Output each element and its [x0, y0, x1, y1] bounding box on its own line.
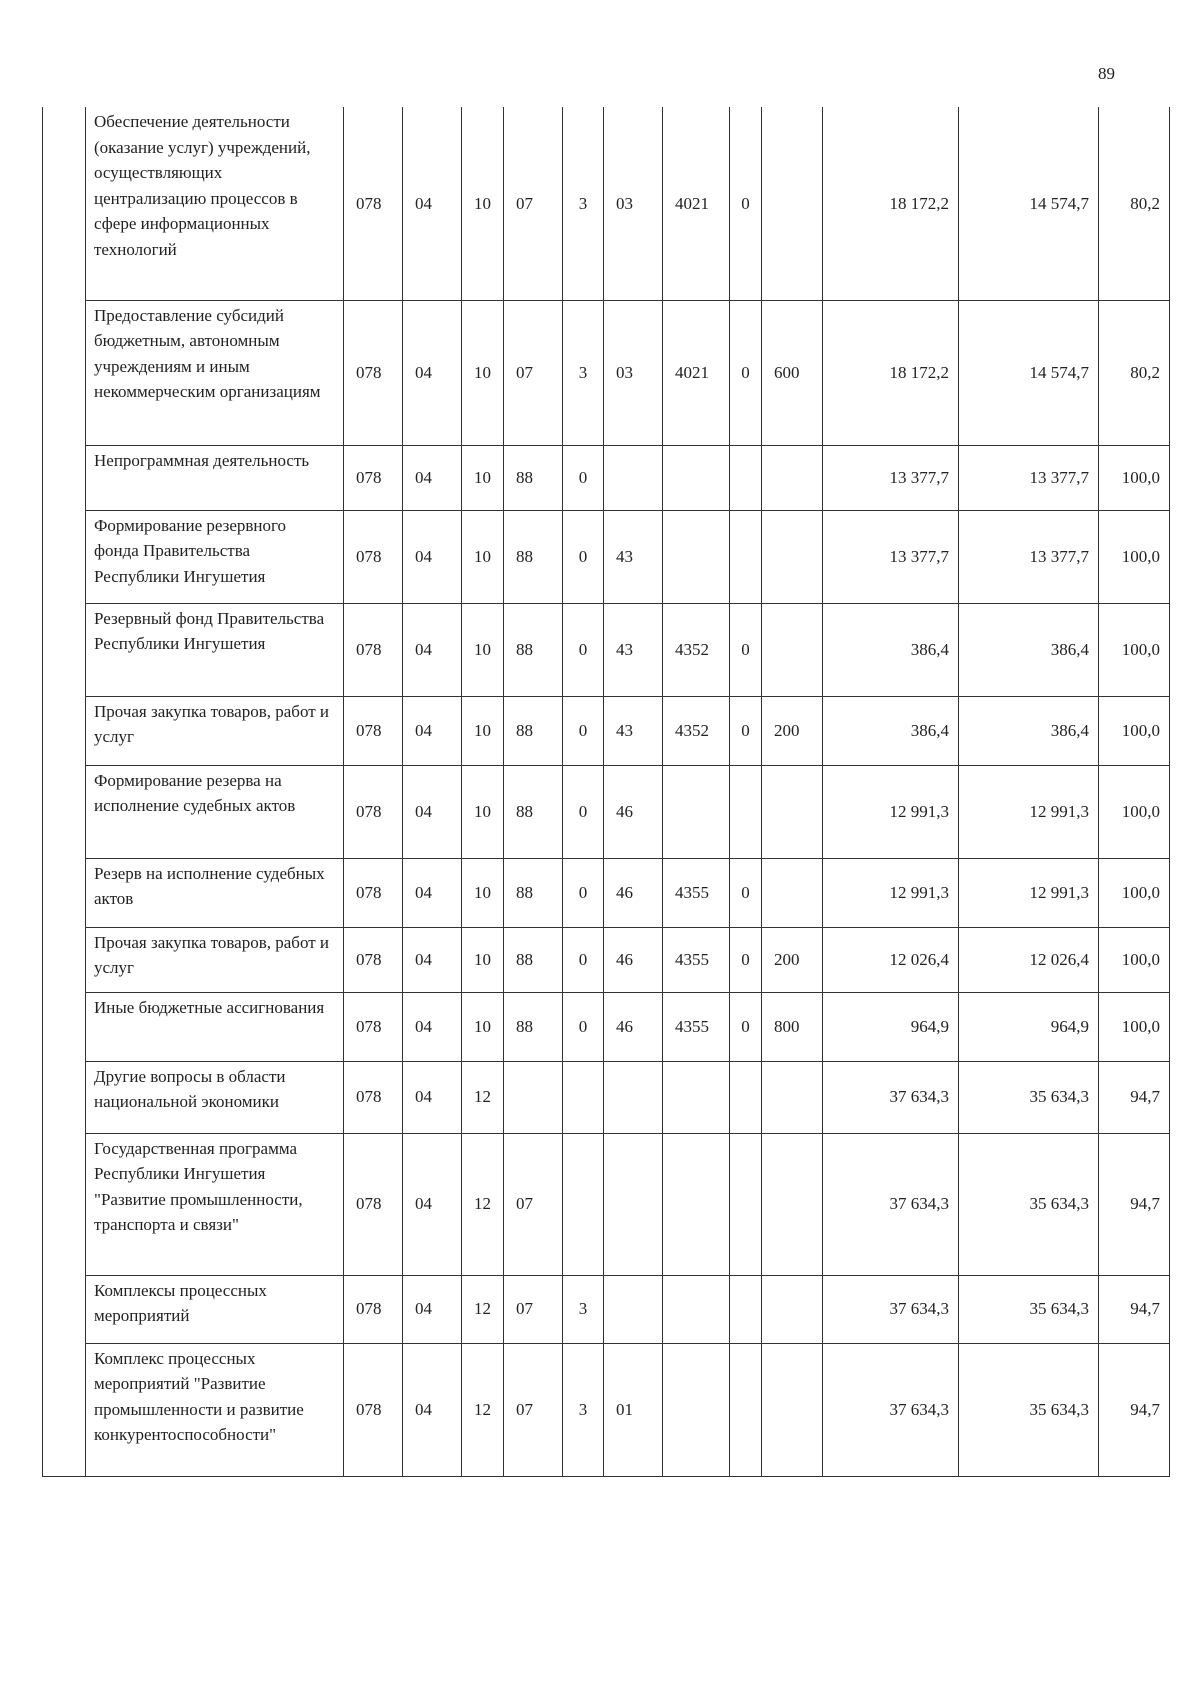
code-cell-6: 43	[604, 510, 663, 603]
executed-amount-cell: 12 026,4	[959, 927, 1099, 992]
code-cell-5	[563, 1061, 604, 1133]
code-cell-7: 4352	[663, 603, 730, 696]
row-name-cell: Другие вопросы в области национальной экономики	[86, 1061, 344, 1133]
code-cell-3: 10	[462, 300, 504, 445]
code-cell-6: 43	[604, 603, 663, 696]
code-cell-7: 4355	[663, 992, 730, 1061]
code-cell-2: 04	[403, 1061, 462, 1133]
code-cell-4: 07	[504, 107, 563, 300]
code-cell-3: 12	[462, 1133, 504, 1275]
executed-amount-cell: 12 991,3	[959, 765, 1099, 858]
planned-amount-cell: 13 377,7	[823, 510, 959, 603]
executed-amount-cell: 386,4	[959, 603, 1099, 696]
planned-amount-cell: 37 634,3	[823, 1343, 959, 1476]
percent-cell: 100,0	[1099, 603, 1170, 696]
code-cell-1: 078	[344, 765, 403, 858]
row-margin-cell	[43, 1061, 86, 1133]
code-cell-4: 88	[504, 696, 563, 765]
row-name-cell: Обеспечение деятельности (оказание услуг) учреждений, осуществляющих централизацию процессов в сфере информационных технологий	[86, 107, 344, 300]
percent-cell: 94,7	[1099, 1133, 1170, 1275]
code-cell-3: 10	[462, 603, 504, 696]
code-cell-8	[730, 1343, 762, 1476]
row-name-cell: Прочая закупка товаров, работ и услуг	[86, 696, 344, 765]
executed-amount-cell: 13 377,7	[959, 445, 1099, 510]
row-name-cell: Прочая закупка товаров, работ и услуг	[86, 927, 344, 992]
table-row	[43, 1061, 1170, 1133]
table-row	[43, 510, 1170, 603]
code-cell-1: 078	[344, 445, 403, 510]
table-row	[43, 1133, 1170, 1275]
code-cell-5: 0	[563, 992, 604, 1061]
code-cell-3: 12	[462, 1061, 504, 1133]
code-cell-9	[762, 1133, 823, 1275]
code-cell-8	[730, 510, 762, 603]
code-cell-6: 46	[604, 765, 663, 858]
code-cell-4: 07	[504, 1275, 563, 1343]
code-cell-1: 078	[344, 1061, 403, 1133]
percent-cell: 100,0	[1099, 510, 1170, 603]
code-cell-8: 0	[730, 107, 762, 300]
code-cell-7	[663, 1061, 730, 1133]
code-cell-6	[604, 1275, 663, 1343]
planned-amount-cell: 18 172,2	[823, 107, 959, 300]
row-margin-cell	[43, 696, 86, 765]
code-cell-6	[604, 1133, 663, 1275]
code-cell-5: 0	[563, 927, 604, 992]
executed-amount-cell: 35 634,3	[959, 1343, 1099, 1476]
code-cell-5: 0	[563, 696, 604, 765]
code-cell-3: 10	[462, 992, 504, 1061]
code-cell-9	[762, 510, 823, 603]
percent-cell: 100,0	[1099, 927, 1170, 992]
planned-amount-cell: 12 991,3	[823, 858, 959, 927]
code-cell-3: 12	[462, 1275, 504, 1343]
code-cell-1: 078	[344, 300, 403, 445]
table-row	[43, 300, 1170, 445]
code-cell-2: 04	[403, 858, 462, 927]
code-cell-9: 600	[762, 300, 823, 445]
row-margin-cell	[43, 603, 86, 696]
code-cell-8: 0	[730, 927, 762, 992]
row-margin-cell	[43, 992, 86, 1061]
code-cell-8	[730, 765, 762, 858]
code-cell-1: 078	[344, 1133, 403, 1275]
row-name-cell: Предоставление субсидий бюджетным, автономным учреждениям и иным некоммерческим организациям	[86, 300, 344, 445]
planned-amount-cell: 13 377,7	[823, 445, 959, 510]
percent-cell: 100,0	[1099, 858, 1170, 927]
code-cell-4: 88	[504, 765, 563, 858]
code-cell-1: 078	[344, 107, 403, 300]
percent-cell: 94,7	[1099, 1343, 1170, 1476]
code-cell-2: 04	[403, 992, 462, 1061]
code-cell-4: 88	[504, 927, 563, 992]
executed-amount-cell: 386,4	[959, 696, 1099, 765]
code-cell-4: 88	[504, 510, 563, 603]
row-name-cell: Комплексы процессных мероприятий	[86, 1275, 344, 1343]
code-cell-5: 0	[563, 603, 604, 696]
code-cell-6: 03	[604, 300, 663, 445]
row-margin-cell	[43, 300, 86, 445]
code-cell-8: 0	[730, 696, 762, 765]
planned-amount-cell: 386,4	[823, 603, 959, 696]
row-margin-cell	[43, 445, 86, 510]
row-name-cell: Государственная программа Республики Ингушетия "Развитие промышленности, транспорта и связи"	[86, 1133, 344, 1275]
code-cell-5: 0	[563, 510, 604, 603]
table-row	[43, 107, 1170, 300]
code-cell-7: 4355	[663, 927, 730, 992]
code-cell-6: 03	[604, 107, 663, 300]
percent-cell: 94,7	[1099, 1061, 1170, 1133]
percent-cell: 100,0	[1099, 765, 1170, 858]
code-cell-5: 3	[563, 1343, 604, 1476]
code-cell-6	[604, 445, 663, 510]
code-cell-7	[663, 1133, 730, 1275]
row-name-cell: Комплекс процессных мероприятий "Развитие промышленности и развитие конкурентоспособности"	[86, 1343, 344, 1476]
planned-amount-cell: 37 634,3	[823, 1275, 959, 1343]
code-cell-5: 0	[563, 765, 604, 858]
row-name-cell: Формирование резерва на исполнение судебных актов	[86, 765, 344, 858]
table-row	[43, 765, 1170, 858]
code-cell-3: 12	[462, 1343, 504, 1476]
code-cell-4: 07	[504, 300, 563, 445]
executed-amount-cell: 35 634,3	[959, 1275, 1099, 1343]
code-cell-7: 4355	[663, 858, 730, 927]
row-margin-cell	[43, 1133, 86, 1275]
code-cell-7: 4352	[663, 696, 730, 765]
code-cell-3: 10	[462, 510, 504, 603]
code-cell-7: 4021	[663, 300, 730, 445]
percent-cell: 100,0	[1099, 445, 1170, 510]
page-number: 89	[1098, 64, 1115, 83]
code-cell-2: 04	[403, 1275, 462, 1343]
table-row	[43, 696, 1170, 765]
code-cell-3: 10	[462, 696, 504, 765]
planned-amount-cell: 964,9	[823, 992, 959, 1061]
planned-amount-cell: 37 634,3	[823, 1061, 959, 1133]
code-cell-6: 43	[604, 696, 663, 765]
code-cell-4: 07	[504, 1343, 563, 1476]
code-cell-1: 078	[344, 1275, 403, 1343]
code-cell-3: 10	[462, 765, 504, 858]
code-cell-6	[604, 1061, 663, 1133]
executed-amount-cell: 13 377,7	[959, 510, 1099, 603]
planned-amount-cell: 18 172,2	[823, 300, 959, 445]
row-margin-cell	[43, 107, 86, 300]
code-cell-9: 800	[762, 992, 823, 1061]
code-cell-8: 0	[730, 858, 762, 927]
percent-cell: 80,2	[1099, 107, 1170, 300]
code-cell-4: 88	[504, 445, 563, 510]
code-cell-1: 078	[344, 858, 403, 927]
executed-amount-cell: 14 574,7	[959, 300, 1099, 445]
code-cell-1: 078	[344, 510, 403, 603]
row-margin-cell	[43, 1275, 86, 1343]
row-margin-cell	[43, 510, 86, 603]
code-cell-6: 46	[604, 992, 663, 1061]
code-cell-3: 10	[462, 445, 504, 510]
code-cell-1: 078	[344, 927, 403, 992]
code-cell-9	[762, 603, 823, 696]
table-row	[43, 858, 1170, 927]
table-row	[43, 1275, 1170, 1343]
code-cell-2: 04	[403, 603, 462, 696]
table-row	[43, 927, 1170, 992]
table-row	[43, 992, 1170, 1061]
code-cell-4: 88	[504, 992, 563, 1061]
code-cell-9	[762, 858, 823, 927]
row-margin-cell	[43, 858, 86, 927]
row-margin-cell	[43, 927, 86, 992]
code-cell-4: 88	[504, 603, 563, 696]
code-cell-8	[730, 445, 762, 510]
code-cell-2: 04	[403, 510, 462, 603]
code-cell-7: 4021	[663, 107, 730, 300]
code-cell-6: 46	[604, 927, 663, 992]
code-cell-9	[762, 1343, 823, 1476]
planned-amount-cell: 12 026,4	[823, 927, 959, 992]
code-cell-1: 078	[344, 696, 403, 765]
code-cell-2: 04	[403, 107, 462, 300]
row-margin-cell	[43, 765, 86, 858]
row-name-cell: Резервный фонд Правительства Республики Ингушетия	[86, 603, 344, 696]
code-cell-9	[762, 765, 823, 858]
planned-amount-cell: 386,4	[823, 696, 959, 765]
executed-amount-cell: 12 991,3	[959, 858, 1099, 927]
code-cell-8: 0	[730, 603, 762, 696]
code-cell-4: 07	[504, 1133, 563, 1275]
row-name-cell: Резерв на исполнение судебных актов	[86, 858, 344, 927]
code-cell-3: 10	[462, 107, 504, 300]
code-cell-2: 04	[403, 765, 462, 858]
code-cell-9: 200	[762, 696, 823, 765]
code-cell-5: 0	[563, 445, 604, 510]
code-cell-8	[730, 1275, 762, 1343]
code-cell-4: 88	[504, 858, 563, 927]
executed-amount-cell: 964,9	[959, 992, 1099, 1061]
code-cell-7	[663, 1343, 730, 1476]
row-name-cell: Непрограммная деятельность	[86, 445, 344, 510]
code-cell-2: 04	[403, 445, 462, 510]
planned-amount-cell: 12 991,3	[823, 765, 959, 858]
code-cell-7	[663, 445, 730, 510]
code-cell-8	[730, 1133, 762, 1275]
code-cell-9: 200	[762, 927, 823, 992]
row-name-cell: Формирование резервного фонда Правительства Республики Ингушетия	[86, 510, 344, 603]
code-cell-1: 078	[344, 992, 403, 1061]
code-cell-5	[563, 1133, 604, 1275]
code-cell-9	[762, 1275, 823, 1343]
code-cell-7	[663, 1275, 730, 1343]
code-cell-8: 0	[730, 992, 762, 1061]
code-cell-2: 04	[403, 696, 462, 765]
code-cell-9	[762, 1061, 823, 1133]
executed-amount-cell: 35 634,3	[959, 1061, 1099, 1133]
table-row	[43, 445, 1170, 510]
planned-amount-cell: 37 634,3	[823, 1133, 959, 1275]
code-cell-5: 0	[563, 858, 604, 927]
code-cell-7	[663, 510, 730, 603]
code-cell-5: 3	[563, 300, 604, 445]
code-cell-2: 04	[403, 927, 462, 992]
code-cell-8: 0	[730, 300, 762, 445]
table-row	[43, 1343, 1170, 1476]
code-cell-4	[504, 1061, 563, 1133]
budget-table	[42, 107, 1170, 1477]
code-cell-7	[663, 765, 730, 858]
code-cell-6: 46	[604, 858, 663, 927]
percent-cell: 100,0	[1099, 992, 1170, 1061]
table-row	[43, 603, 1170, 696]
row-margin-cell	[43, 1343, 86, 1476]
percent-cell: 80,2	[1099, 300, 1170, 445]
code-cell-1: 078	[344, 603, 403, 696]
code-cell-2: 04	[403, 1133, 462, 1275]
code-cell-1: 078	[344, 1343, 403, 1476]
executed-amount-cell: 35 634,3	[959, 1133, 1099, 1275]
executed-amount-cell: 14 574,7	[959, 107, 1099, 300]
code-cell-8	[730, 1061, 762, 1133]
code-cell-2: 04	[403, 300, 462, 445]
code-cell-3: 10	[462, 858, 504, 927]
code-cell-6: 01	[604, 1343, 663, 1476]
percent-cell: 100,0	[1099, 696, 1170, 765]
code-cell-5: 3	[563, 1275, 604, 1343]
code-cell-9	[762, 107, 823, 300]
code-cell-2: 04	[403, 1343, 462, 1476]
code-cell-3: 10	[462, 927, 504, 992]
row-name-cell: Иные бюджетные ассигнования	[86, 992, 344, 1061]
percent-cell: 94,7	[1099, 1275, 1170, 1343]
code-cell-9	[762, 445, 823, 510]
code-cell-5: 3	[563, 107, 604, 300]
